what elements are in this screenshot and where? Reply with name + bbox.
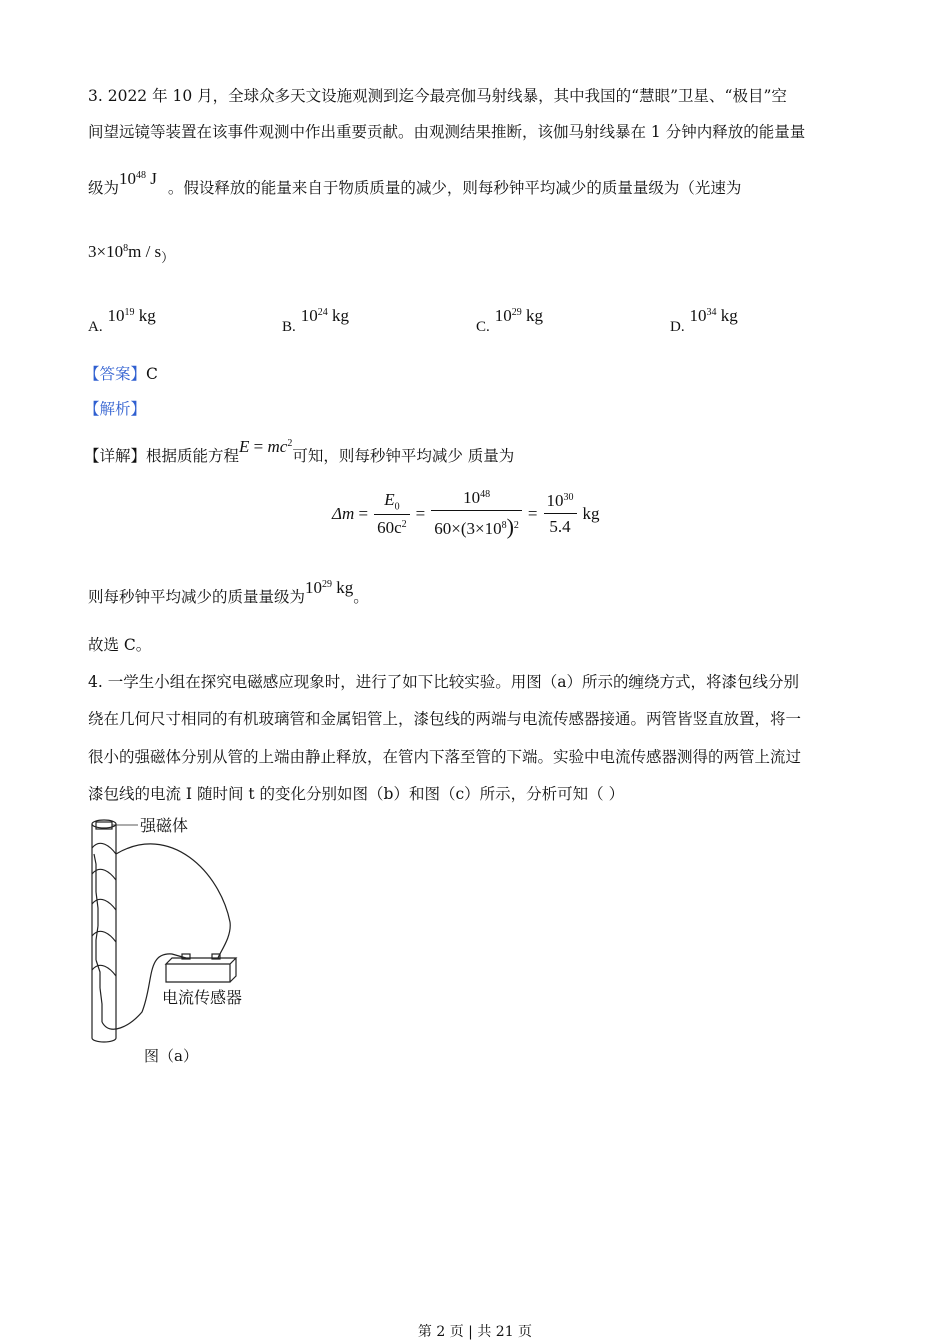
magnet-label: 强磁体 [140, 816, 189, 835]
eq-f1-num-text: E [384, 489, 395, 509]
option-b-value [301, 306, 349, 325]
eq-f1-den-exp: 2 [401, 519, 407, 531]
result-base: 10 [305, 578, 323, 597]
eq-equals-2: = [527, 504, 538, 523]
eq-f1-num [374, 490, 410, 515]
option-c-value [495, 306, 543, 325]
option-b-unit: kg [331, 306, 349, 325]
result-line [88, 578, 369, 607]
option-a[interactable] [88, 306, 156, 335]
detail-line [84, 437, 515, 466]
mass-energy-equation [239, 437, 292, 456]
figure-a-caption: 图（a） [144, 1047, 198, 1065]
result-unit: kg [332, 578, 354, 597]
energy-exponent: 48 [136, 170, 147, 181]
option-a-exponent: 19 [124, 307, 135, 318]
option-a-base: 10 [107, 306, 125, 325]
answer-line [84, 362, 158, 384]
q3-line-3 [88, 169, 742, 198]
eq-f1-den-text: 60c [377, 518, 402, 538]
option-a-value [108, 306, 156, 325]
eq-f2-den-close: ) [506, 514, 514, 539]
q3-line-3-prefix: 级为 [88, 179, 120, 197]
energy-value [119, 169, 157, 188]
speed-of-light [88, 242, 175, 265]
option-d-base: 10 [689, 306, 707, 325]
eq-mc: mc [267, 437, 288, 456]
q4-line-4: 漆包线的电流 I 随时间 t 的变化分别如图（b）和图（c）所示，分析可知（ ） [88, 785, 625, 803]
eq-fraction-1 [374, 490, 410, 538]
eq-f3-num-exp: 30 [563, 492, 574, 503]
eq-f2-den-text: 60×(3×10 [434, 519, 502, 538]
eq-f2-den [431, 511, 522, 540]
q4-line-1: 4. 一学生小组在探究电磁感应现象时，进行了如下比较实验。用图（a）所示的缠绕方式，将漆包线分别 [88, 673, 799, 691]
answer-value: C [146, 365, 158, 383]
q4-line-2: 绕在几何尺寸相同的有机玻璃管和金属铝管上，漆包线的两端与电流传感器接通。两管皆竖直放置，将一 [88, 710, 802, 728]
option-b-letter: B. [282, 319, 296, 335]
detail-text-1: 根据质能方程 [146, 447, 240, 465]
result-value [305, 578, 353, 597]
analysis-label: 【解析】 [84, 400, 147, 418]
eq-equals-1: = [415, 504, 426, 523]
option-d-unit: kg [720, 306, 738, 325]
detail-label: 【详解】 [84, 447, 147, 465]
eq-exponent: 2 [287, 438, 293, 449]
eq-f2-num [431, 488, 522, 511]
option-a-unit: kg [138, 306, 156, 325]
q3-line-2: 间望远镜等装置在该事件观测中作出重要贡献。由观测结果推断，该伽马射线暴在 1 分钟内释放的能量量 [88, 123, 806, 141]
option-b-base: 10 [300, 306, 318, 325]
eq-f2-num-text: 10 [463, 488, 481, 507]
result-exponent: 29 [322, 579, 333, 590]
option-c-exponent: 29 [511, 307, 522, 318]
result-prefix: 则每秒钟平均减少的质量量级为 [88, 588, 306, 606]
eq-f3-den: 5.4 [549, 517, 571, 536]
detail-text-2: 可知，则每秒钟平均减少 质量为 [292, 447, 515, 465]
option-d-exponent: 34 [706, 307, 717, 318]
speed-unit: m / s [128, 242, 162, 261]
eq-e-symbol: E [239, 437, 250, 456]
eq-fraction-2 [431, 488, 522, 540]
speed-exponent: 8 [123, 243, 129, 254]
option-c-letter: C. [476, 319, 490, 335]
energy-base: 10 [119, 169, 137, 188]
page-footer: 第 2 页 | 共 21 页 [417, 1324, 533, 1340]
eq-f1-den [374, 515, 410, 538]
option-a-letter: A. [88, 319, 103, 335]
option-b[interactable] [282, 306, 349, 335]
eq-f3-num [544, 491, 577, 514]
mass-equation [332, 488, 600, 540]
eq-f2-num-exp: 48 [480, 489, 491, 500]
result-end: 。 [353, 588, 369, 606]
sensor-label: 电流传感器 [162, 988, 243, 1007]
wire-top [116, 844, 230, 958]
option-d-letter: D. [670, 319, 685, 335]
eq-unit: kg [582, 504, 600, 523]
option-c-base: 10 [494, 306, 512, 325]
coil-winding [92, 843, 116, 1022]
option-c-unit: kg [525, 306, 543, 325]
eq-f1-num-sub: 0 [394, 501, 400, 513]
q3-line-3-suffix: 。假设释放的能量来自于物质质量的减少，则每秒钟平均减少的质量量级为（光速为 [167, 179, 742, 197]
option-b-exponent: 24 [317, 307, 328, 318]
figure-a-diagram [80, 812, 280, 1072]
option-d-value [690, 306, 738, 325]
choose-line: 故选 C。 [88, 636, 152, 654]
option-c[interactable] [476, 306, 543, 335]
eq-lhs: Δm = [332, 504, 369, 523]
speed-coefficient: 3×10 [88, 242, 124, 261]
eq-f2-den-exp1: 8 [501, 520, 507, 531]
eq-equals: = [249, 437, 268, 456]
q3-close-paren: ） [161, 250, 175, 265]
eq-fraction-3 [544, 491, 577, 537]
eq-f2-den-exp2: 2 [513, 520, 519, 531]
q4-line-3: 很小的强磁体分别从管的上端由静止释放，在管内下落至管的下端。实验中电流传感器测得的两管上流过 [88, 748, 802, 766]
energy-unit: J [146, 169, 157, 188]
q3-line-1: 3. 2022 年 10 月，全球众多天文设施观测到迄今最亮伽马射线暴，其中我国的“慧眼”卫星、“极目”空 [88, 87, 787, 105]
current-sensor-icon [166, 958, 236, 982]
answer-label: 【答案】 [84, 365, 147, 383]
eq-f3-num-text: 10 [546, 491, 564, 510]
option-d[interactable] [670, 306, 738, 335]
